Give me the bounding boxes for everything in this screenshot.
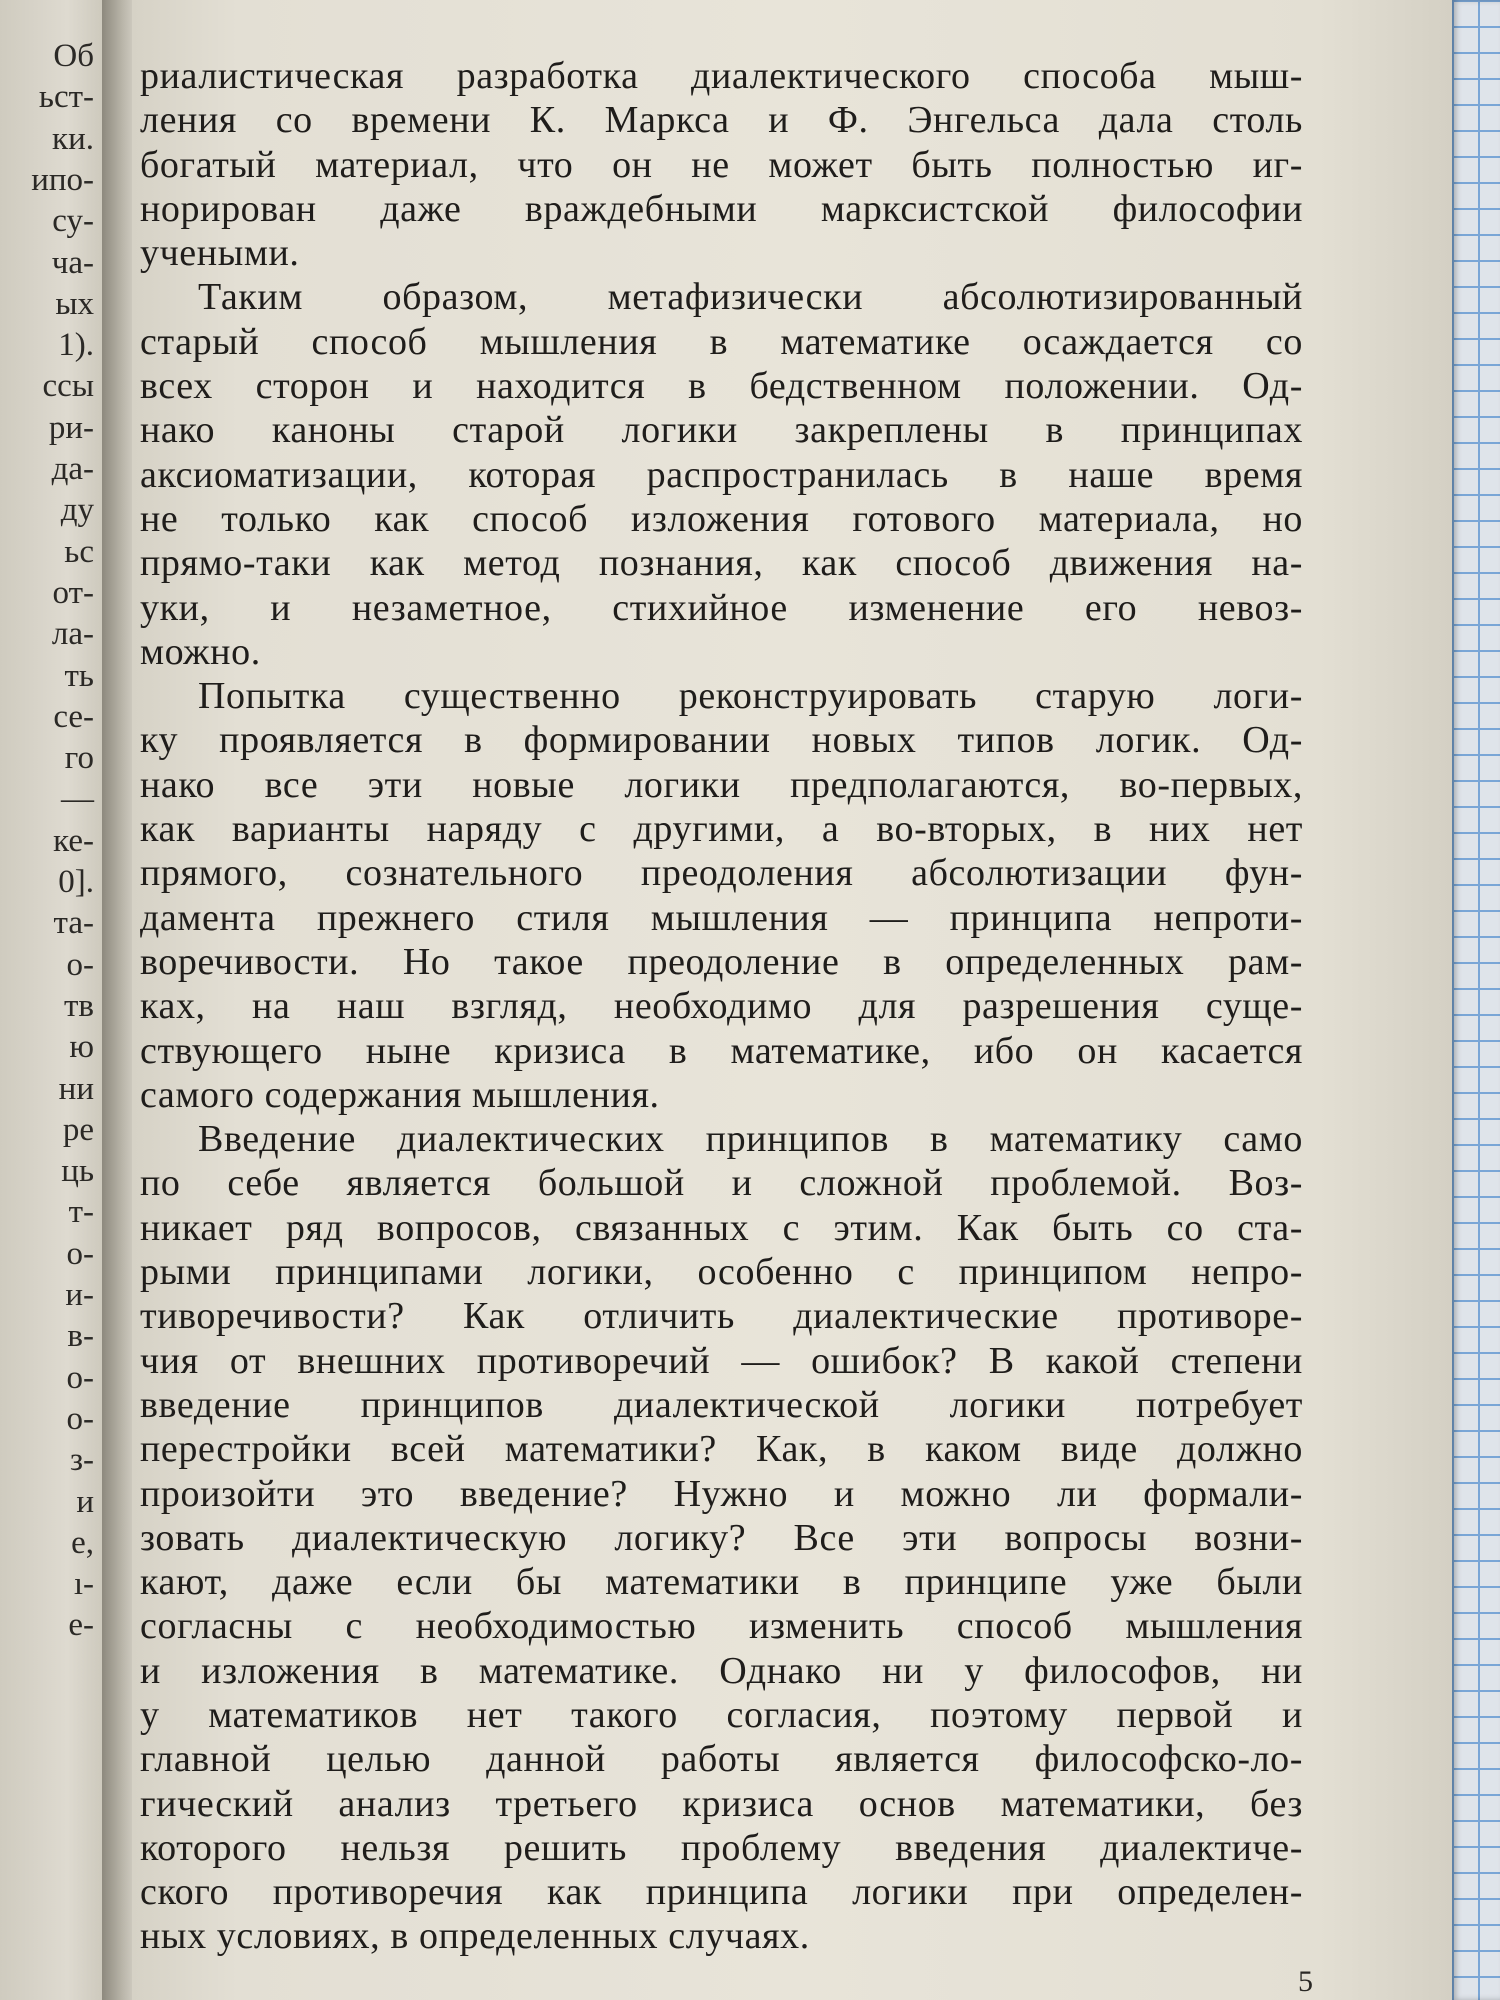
left-page-fragment: го [64, 740, 94, 777]
text-line: ках, на наш взгляд, необходимо для разрешения суще- [140, 985, 1303, 1028]
text-line: ных условиях, в определенных случаях. [140, 1915, 810, 1958]
left-page-fragment: ть [64, 657, 94, 694]
text-line: самого содержания мышления. [140, 1073, 660, 1116]
text-line: не только как способ изложения готового материала, но [140, 497, 1303, 540]
paragraph [140, 674, 1303, 1117]
text-line: зовать диалектическую логику? Все эти вопросы возни- [140, 1516, 1303, 1559]
text-line: ствующего ныне кризиса в математике, ибо он касается [140, 1029, 1303, 1072]
page-number: 5 [1298, 1965, 1313, 1998]
left-page-fragment: Об [53, 38, 94, 74]
text-line: прямо-таки как метод познания, как способ движения на- [140, 542, 1303, 585]
left-page-fragment: ьс [64, 533, 94, 570]
text-line: как варианты наряду с другими, а во-вторых, в них нет [140, 808, 1303, 851]
left-page-fragment: та- [53, 905, 94, 942]
text-line: чия от внешних противоречий — ошибок? В какой степени [140, 1339, 1303, 1382]
text-line: рыми принципами логики, особенно с принципом непро- [140, 1251, 1303, 1294]
left-page-fragment: от- [52, 574, 94, 611]
text-line: Введение диалектических принципов в математику само [198, 1118, 1303, 1161]
text-line: гический анализ третьего кризиса основ математики, без [140, 1782, 1303, 1825]
left-page-fragment: т- [68, 1194, 94, 1231]
text-line: ского противоречия как принципа логики при определен- [140, 1871, 1303, 1914]
text-line: норирован даже враждебными марксистской философии [140, 187, 1303, 230]
left-page-fragment: з- [69, 1442, 94, 1479]
text-line: произойти это введение? Нужно и можно ли формали- [140, 1472, 1303, 1515]
text-line: по себе является большой и сложной проблемой. Воз- [140, 1162, 1303, 1205]
text-line: Таким образом, метафизически абсолютизированный [198, 276, 1303, 319]
left-page-fragment: ча- [51, 244, 94, 281]
paragraph [140, 54, 1303, 275]
text-line: ку проявляется в формировании новых типов логик. Од- [140, 719, 1303, 762]
left-page-fragment: ни [58, 1070, 94, 1107]
text-line: введение принципов диалектической логики потребует [140, 1383, 1303, 1426]
text-line: учеными. [140, 232, 300, 275]
left-page-fragment: и- [65, 1277, 94, 1313]
book-page [132, 0, 1452, 2000]
text-line: у математиков нет такого согласия, поэтому первой и [140, 1693, 1303, 1736]
left-page-fragment: о- [66, 1235, 94, 1272]
text-line: старый способ мышления в математике осаждается со [140, 320, 1303, 363]
left-page-fragment: ипо- [31, 161, 94, 198]
text-line: дамента прежнего стиля мышления — принципа непроти- [140, 896, 1303, 939]
left-page-fragment: ре [62, 1111, 94, 1148]
left-page-fragment: ı- [73, 1566, 94, 1603]
text-line: богатый материал, что он не может быть полностью иг- [140, 143, 1303, 186]
left-page-fragment: 1). [58, 327, 94, 364]
text-line: Попытка существенно реконструировать старую логи- [198, 675, 1303, 718]
paragraph [140, 1117, 1303, 1959]
left-page-fragment: — [61, 781, 94, 818]
left-page-fragment: ць [61, 1153, 94, 1190]
grid-paper [1452, 0, 1500, 2000]
left-page-fragment: о- [66, 1359, 94, 1396]
text-line: аксиоматизации, которая распространилась в наше время [140, 453, 1303, 496]
text-line: и изложения в математике. Однако ни у философов, ни [140, 1649, 1303, 1692]
text-line: риалистическая разработка диалектического способа мыш- [140, 55, 1303, 97]
left-page-fragment: ки. [52, 120, 94, 157]
left-page-fragment: ьст- [38, 79, 94, 116]
left-page-fragment: е, [71, 1524, 94, 1561]
left-page-fragment: се- [53, 698, 94, 735]
left-page-fragment: ых [55, 285, 94, 322]
left-page-fragment: да- [51, 451, 94, 487]
paragraph [140, 275, 1303, 674]
left-page-fragment: ла- [51, 616, 94, 653]
left-page-fragment: о- [66, 946, 94, 983]
text-line: ления со времени К. Маркса и Ф. Энгельса дала столь [140, 99, 1303, 142]
left-page-fragment: е- [68, 1607, 94, 1644]
text-line: перестройки всей математики? Как, в каком виде должно [140, 1428, 1303, 1471]
left-page-fragment: су- [52, 203, 94, 240]
text-line: уки, и незаметное, стихийное изменение его невоз- [140, 586, 1303, 629]
text-line: прямого, сознательного преодоления абсолютизации фун- [140, 852, 1303, 895]
left-page-fragment: в- [67, 1318, 94, 1355]
text-line: тиворечивости? Как отличить диалектические противоре- [140, 1295, 1303, 1338]
text-line: нако каноны старой логики закреплены в принципах [140, 409, 1303, 452]
left-page-fragment: ссы [42, 368, 94, 405]
left-page-fragment: о- [66, 1400, 94, 1437]
left-page-edge [0, 0, 112, 2000]
left-page-fragment: и [76, 1483, 94, 1520]
left-page-fragment: ке- [53, 822, 94, 859]
left-page-fragment: ду [60, 492, 94, 529]
text-line: всех сторон и находится в бедственном положении. Од- [140, 365, 1303, 408]
text-line: воречивости. Но такое преодоление в определенных рам- [140, 940, 1303, 983]
text-line: которого нельзя решить проблему введения диалектиче- [140, 1826, 1303, 1869]
left-page-fragment: тв [63, 987, 94, 1024]
text-line: согласны с необходимостью изменить способ мышления [140, 1605, 1303, 1648]
page-body-text [140, 54, 1303, 1959]
left-page-fragment: ри- [48, 409, 94, 446]
text-line: нако все эти новые логики предполагаются, во-первых, [140, 763, 1303, 806]
text-line: никает ряд вопросов, связанных с этим. Как быть со ста- [140, 1206, 1303, 1249]
text-line: кают, даже если бы математики в принципе уже были [140, 1561, 1303, 1604]
text-line: главной целью данной работы является философско-ло- [140, 1738, 1303, 1781]
left-page-fragment: 0]. [58, 864, 94, 900]
text-line: можно. [140, 630, 261, 673]
left-page-fragment: ю [69, 1029, 94, 1066]
